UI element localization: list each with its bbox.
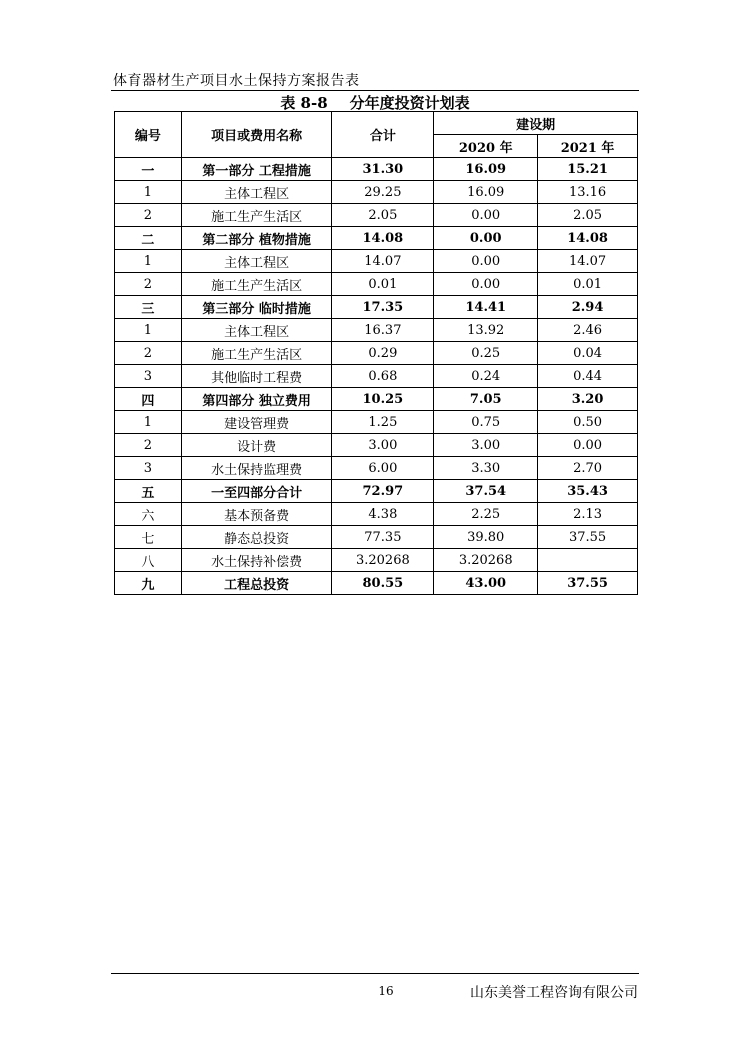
- cell-total: 80.55: [332, 572, 434, 595]
- cell-total: 31.30: [332, 158, 434, 181]
- col-header-period: 建设期: [434, 112, 638, 135]
- cell-2021: 2.46: [538, 319, 638, 342]
- cell-code: 1: [115, 411, 182, 434]
- cell-code: 2: [115, 273, 182, 296]
- table-row: [115, 250, 638, 273]
- cell-2020: 3.30: [434, 457, 538, 480]
- cell-code: 七: [115, 526, 182, 549]
- cell-code: 八: [115, 549, 182, 572]
- cell-code: 1: [115, 181, 182, 204]
- company-name: 山东美誉工程咨询有限公司: [470, 985, 638, 1001]
- cell-2021: 2.94: [538, 296, 638, 319]
- cell-total: 2.05: [332, 204, 434, 227]
- cell-total: 10.25: [332, 388, 434, 411]
- table-row: [115, 365, 638, 388]
- cell-total: 29.25: [332, 181, 434, 204]
- cell-2020: 2.25: [434, 503, 538, 526]
- cell-2020: 14.41: [434, 296, 538, 319]
- cell-2021: 3.20: [538, 388, 638, 411]
- cell-total: 17.35: [332, 296, 434, 319]
- cell-2021: 15.21: [538, 158, 638, 181]
- table-title: 分年度投资计划表: [349, 94, 470, 112]
- cell-2021: 2.13: [538, 503, 638, 526]
- cell-total: 3.20268: [332, 549, 434, 572]
- table-row: [115, 572, 638, 595]
- table-caption: [111, 92, 639, 113]
- col-header-2020: 2020 年: [434, 135, 538, 158]
- cell-2021: 0.44: [538, 365, 638, 388]
- cell-2021: 37.55: [538, 572, 638, 595]
- cell-2020: 16.09: [434, 158, 538, 181]
- cell-total: 72.97: [332, 480, 434, 503]
- cell-total: 6.00: [332, 457, 434, 480]
- cell-2020: 37.54: [434, 480, 538, 503]
- table-row: [115, 503, 638, 526]
- table-row: [115, 158, 638, 181]
- cell-2020: 0.00: [434, 250, 538, 273]
- cell-2020: 0.25: [434, 342, 538, 365]
- table-row: [115, 227, 638, 250]
- cell-2020: 3.00: [434, 434, 538, 457]
- table-row: [115, 411, 638, 434]
- cell-2021: 0.01: [538, 273, 638, 296]
- footer-rule: [111, 973, 639, 974]
- col-header-name: 项目或费用名称: [181, 112, 332, 158]
- cell-code: 二: [115, 227, 182, 250]
- table-number: 表 8-8: [280, 94, 328, 112]
- cell-name: 施工生产生活区: [181, 273, 332, 296]
- cell-name: 水土保持补偿费: [181, 549, 332, 572]
- cell-name: 其他临时工程费: [181, 365, 332, 388]
- investment-plan-table: [114, 111, 638, 595]
- cell-2020: 0.00: [434, 227, 538, 250]
- cell-name: 一至四部分合计: [181, 480, 332, 503]
- cell-name: 设计费: [181, 434, 332, 457]
- col-header-total: 合计: [332, 112, 434, 158]
- cell-2020: 7.05: [434, 388, 538, 411]
- cell-name: 施工生产生活区: [181, 204, 332, 227]
- cell-code: 三: [115, 296, 182, 319]
- cell-code: 1: [115, 250, 182, 273]
- cell-2020: 3.20268: [434, 549, 538, 572]
- cell-total: 16.37: [332, 319, 434, 342]
- cell-2020: 13.92: [434, 319, 538, 342]
- cell-name: 第一部分 工程措施: [181, 158, 332, 181]
- table-row: [115, 549, 638, 572]
- cell-name: 工程总投资: [181, 572, 332, 595]
- cell-total: 0.68: [332, 365, 434, 388]
- table-row: [115, 434, 638, 457]
- table-row: [115, 342, 638, 365]
- cell-name: 施工生产生活区: [181, 342, 332, 365]
- table-row: [115, 296, 638, 319]
- cell-name: 静态总投资: [181, 526, 332, 549]
- cell-code: 2: [115, 204, 182, 227]
- running-header: 体育器材生产项目水土保持方案报告表: [113, 73, 360, 89]
- cell-total: 14.07: [332, 250, 434, 273]
- cell-name: 主体工程区: [181, 319, 332, 342]
- cell-2021: 13.16: [538, 181, 638, 204]
- cell-total: 0.29: [332, 342, 434, 365]
- cell-code: 3: [115, 457, 182, 480]
- cell-2020: 0.24: [434, 365, 538, 388]
- cell-total: 0.01: [332, 273, 434, 296]
- cell-code: 九: [115, 572, 182, 595]
- table-row: [115, 319, 638, 342]
- cell-total: 14.08: [332, 227, 434, 250]
- cell-2020: 39.80: [434, 526, 538, 549]
- header-rule: [111, 90, 639, 91]
- cell-code: 3: [115, 365, 182, 388]
- page-number: 16: [378, 984, 394, 998]
- cell-name: 第三部分 临时措施: [181, 296, 332, 319]
- cell-2020: 16.09: [434, 181, 538, 204]
- cell-2020: 0.00: [434, 273, 538, 296]
- cell-2020: 0.00: [434, 204, 538, 227]
- cell-2021: 35.43: [538, 480, 638, 503]
- cell-2021: 2.70: [538, 457, 638, 480]
- table-row: [115, 526, 638, 549]
- table-row: [115, 204, 638, 227]
- cell-total: 3.00: [332, 434, 434, 457]
- cell-total: 77.35: [332, 526, 434, 549]
- table-row: [115, 480, 638, 503]
- cell-total: 4.38: [332, 503, 434, 526]
- cell-code: 六: [115, 503, 182, 526]
- cell-code: 1: [115, 319, 182, 342]
- cell-code: 2: [115, 342, 182, 365]
- cell-2021: 14.07: [538, 250, 638, 273]
- table-row: [115, 181, 638, 204]
- cell-code: 四: [115, 388, 182, 411]
- cell-2021: 37.55: [538, 526, 638, 549]
- cell-name: 基本预备费: [181, 503, 332, 526]
- cell-name: 主体工程区: [181, 181, 332, 204]
- cell-2021: 0.00: [538, 434, 638, 457]
- cell-name: 主体工程区: [181, 250, 332, 273]
- cell-2021: 14.08: [538, 227, 638, 250]
- col-header-code: 编号: [115, 112, 182, 158]
- cell-name: 建设管理费: [181, 411, 332, 434]
- cell-2020: 0.75: [434, 411, 538, 434]
- cell-name: 第四部分 独立费用: [181, 388, 332, 411]
- cell-2021: 2.05: [538, 204, 638, 227]
- cell-code: 一: [115, 158, 182, 181]
- table-body: [115, 158, 638, 595]
- cell-name: 水土保持监理费: [181, 457, 332, 480]
- cell-2021: 0.04: [538, 342, 638, 365]
- cell-2021: 0.50: [538, 411, 638, 434]
- cell-code: 五: [115, 480, 182, 503]
- cell-2020: 43.00: [434, 572, 538, 595]
- col-header-2021: 2021 年: [538, 135, 638, 158]
- table-row: [115, 388, 638, 411]
- table-row: [115, 457, 638, 480]
- cell-name: 第二部分 植物措施: [181, 227, 332, 250]
- cell-code: 2: [115, 434, 182, 457]
- cell-2021: [538, 549, 638, 572]
- cell-total: 1.25: [332, 411, 434, 434]
- table-row: [115, 273, 638, 296]
